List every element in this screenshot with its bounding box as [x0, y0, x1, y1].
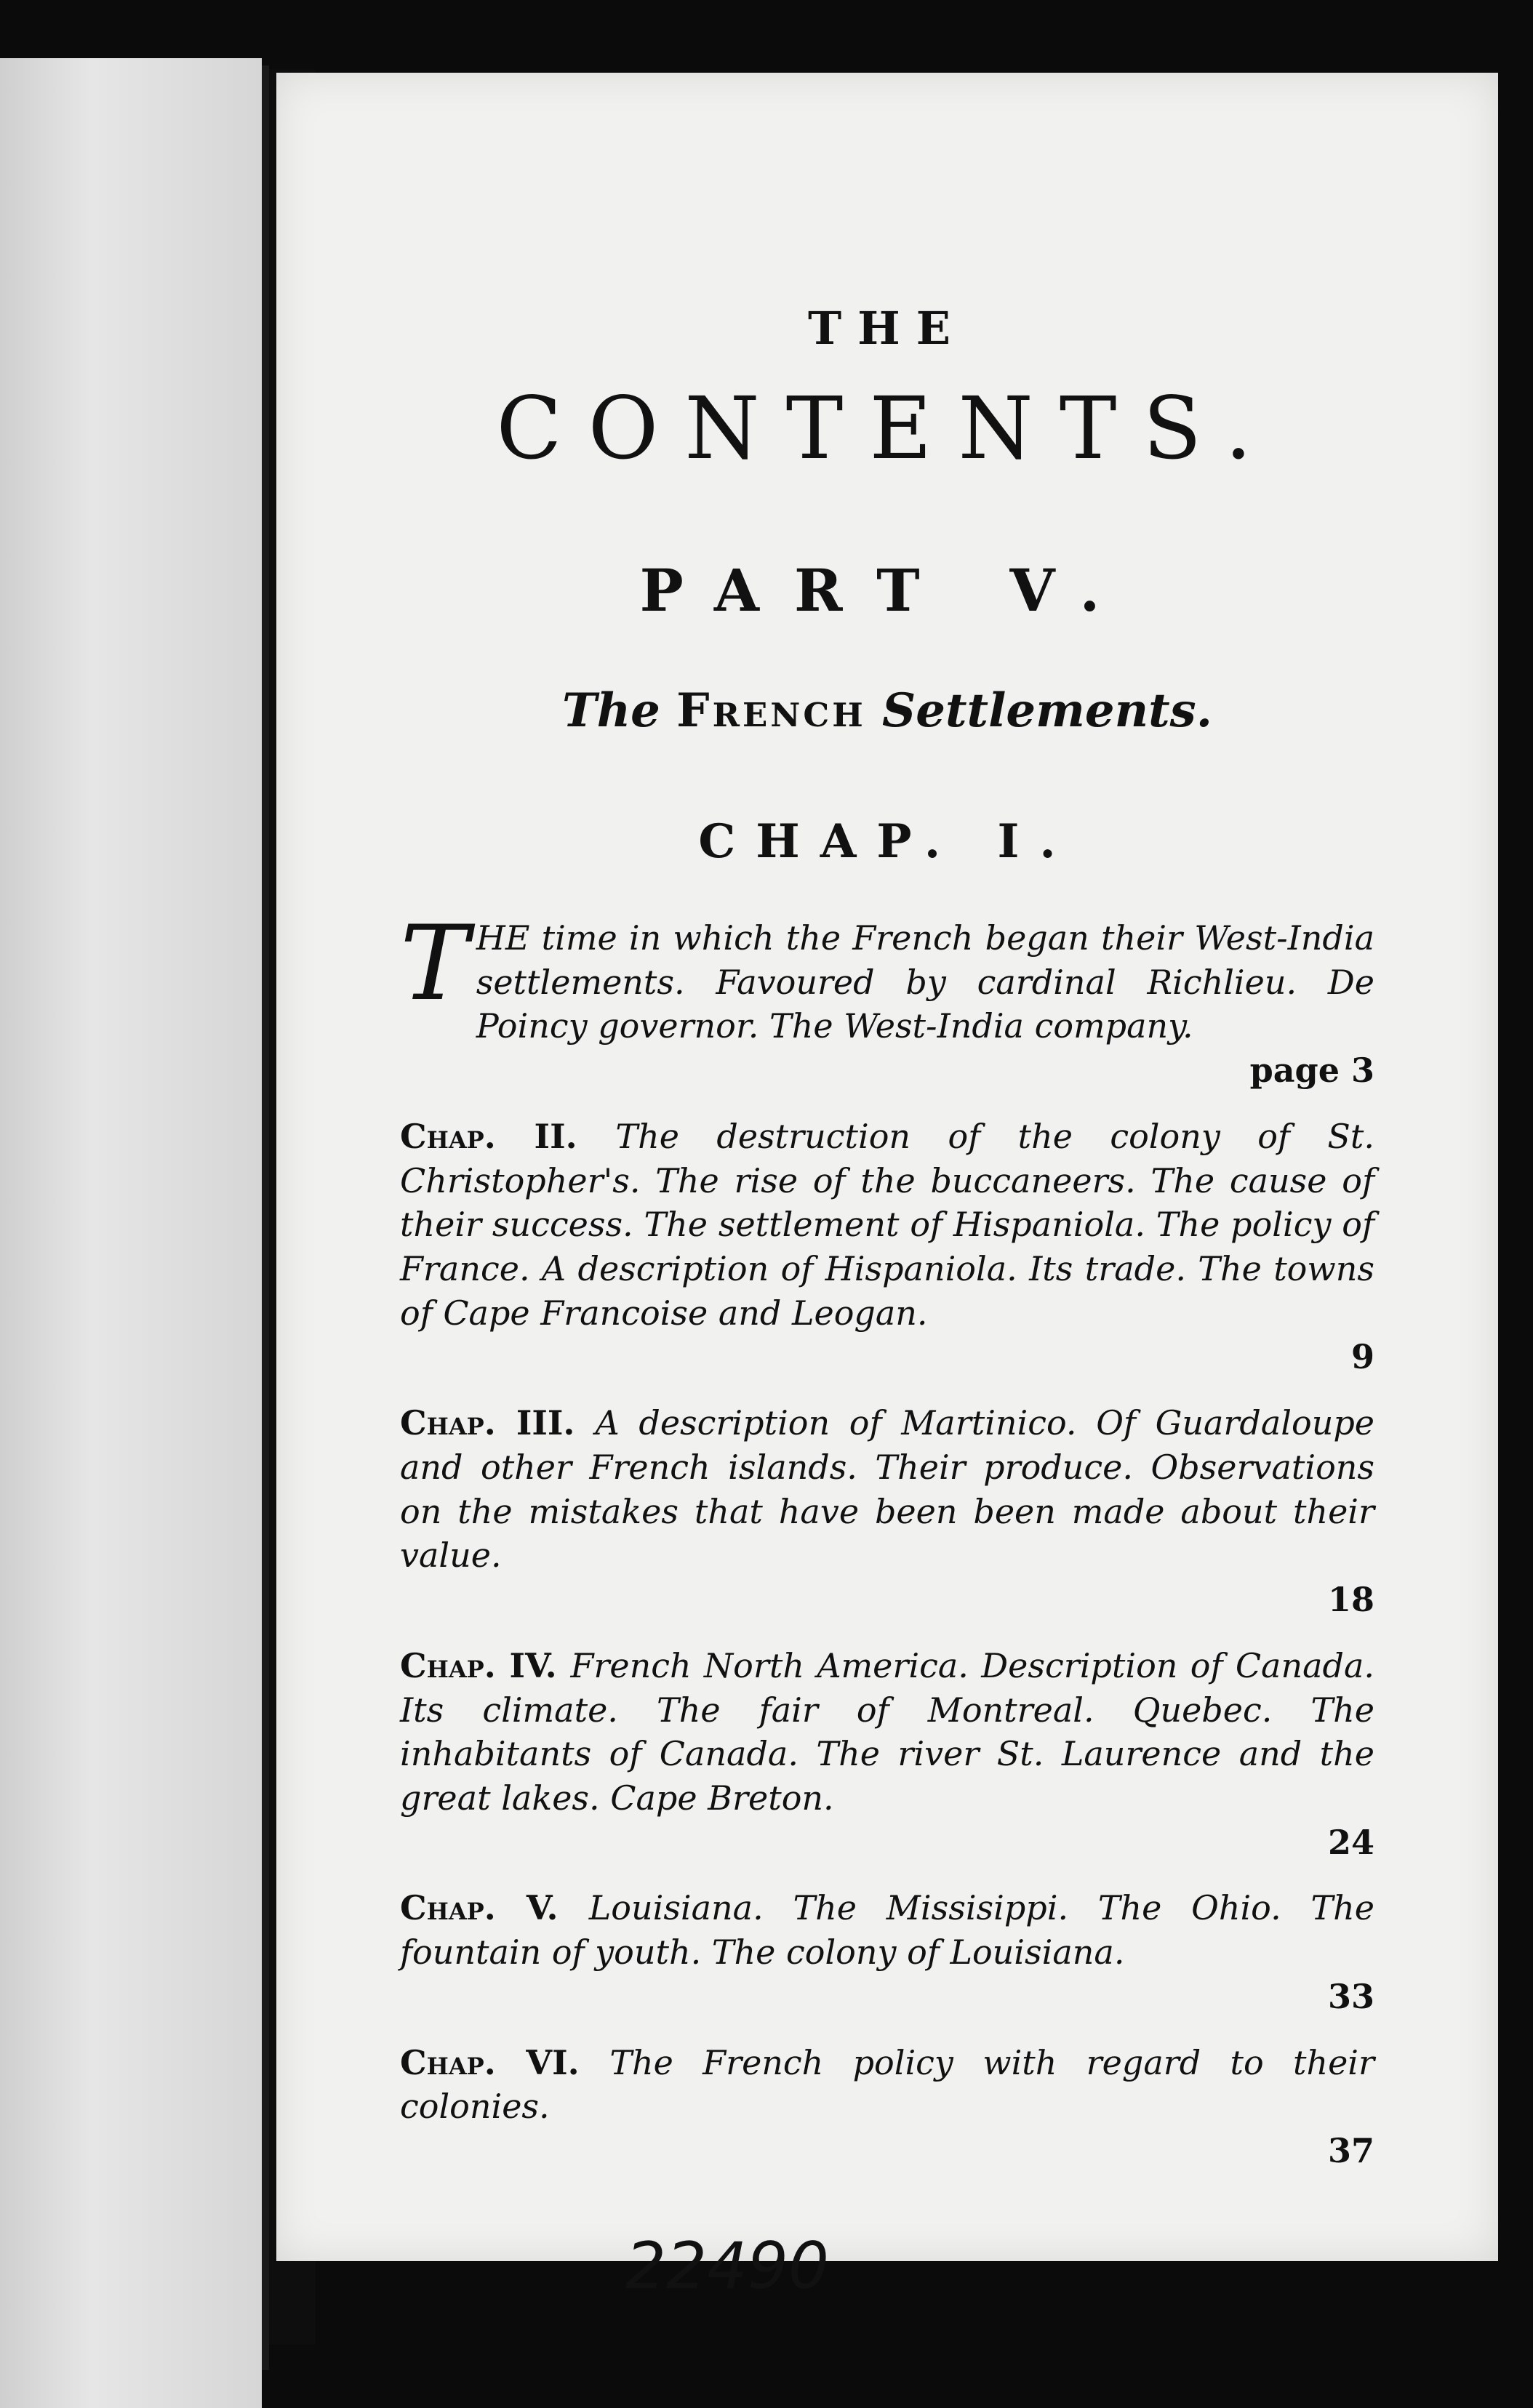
contents-entry — [400, 1401, 1374, 1622]
contents-page — [276, 73, 1498, 2303]
section-tail: Settlements. — [882, 683, 1212, 738]
drop-cap: T — [400, 904, 469, 1024]
entry-text: The French policy with regard to their colonies. — [400, 2042, 1374, 2127]
contents-entry — [400, 1115, 1374, 1379]
entry-text: HE time in which the French began their West-India settlements. Favoured by cardinal Richlieu. De Poincy governor. The West-India company. — [476, 918, 1374, 1046]
chapter-one-heading: CHAP. I. — [698, 814, 1076, 869]
entry-text: Louisiana. The Missisippi. The Ohio. The fountain of youth. The colony of Louisiana. — [400, 1888, 1374, 1972]
handwritten-number: 22490 — [625, 2228, 829, 2303]
contents-list — [400, 904, 1374, 2195]
entry-chapter: Chap. VI. — [400, 2042, 610, 2082]
contents-entry — [400, 1886, 1374, 2018]
contents-entry — [400, 1644, 1374, 1865]
entry-page: 37 — [1327, 2130, 1374, 2170]
entry-page: 24 — [1327, 1822, 1374, 1862]
entry-chapter: Chap. IV. — [400, 1645, 571, 1685]
entry-page: page 3 — [1249, 1051, 1374, 1091]
entry-text: A description of Martinico. Of Guardaloupe and other French islands. Their produce. Observations on the mistakes that have been been made about their value. — [400, 1403, 1374, 1576]
entry-page: 33 — [1327, 1976, 1374, 2016]
section-smallcaps: French — [676, 683, 866, 738]
entry-chapter: Chap. V. — [400, 1888, 589, 1928]
part-heading: PART V. — [639, 556, 1135, 625]
entry-chapter: Chap. II. — [400, 1116, 616, 1156]
title-contents: CONTENTS. — [496, 378, 1278, 478]
entry-page: 18 — [1327, 1580, 1374, 1620]
section-lead: The — [562, 683, 660, 738]
gutter-shadow — [262, 65, 269, 2370]
section-heading — [276, 683, 1498, 738]
entry-text: French North America. Description of Canada. Its climate. The fair of Montreal. Quebec. The inhabitants of Canada. The river St. Laurence and the great lakes. Cape Breton. — [400, 1645, 1374, 1818]
contents-entry — [400, 904, 1374, 1093]
entry-page: 9 — [1350, 1337, 1374, 1377]
facing-page — [0, 58, 262, 2408]
title-the: THE — [808, 302, 966, 355]
contents-entry — [400, 2041, 1374, 2173]
entry-chapter: Chap. III. — [400, 1403, 596, 1443]
entry-text: The destruction of the colony of St. Christopher's. The rise of the buccaneers. The cause of their success. The settlement of Hispaniola. The policy of France. A description of Hispaniola. Its trade. The towns of Cape Francoise and Leogan. — [400, 1116, 1374, 1333]
